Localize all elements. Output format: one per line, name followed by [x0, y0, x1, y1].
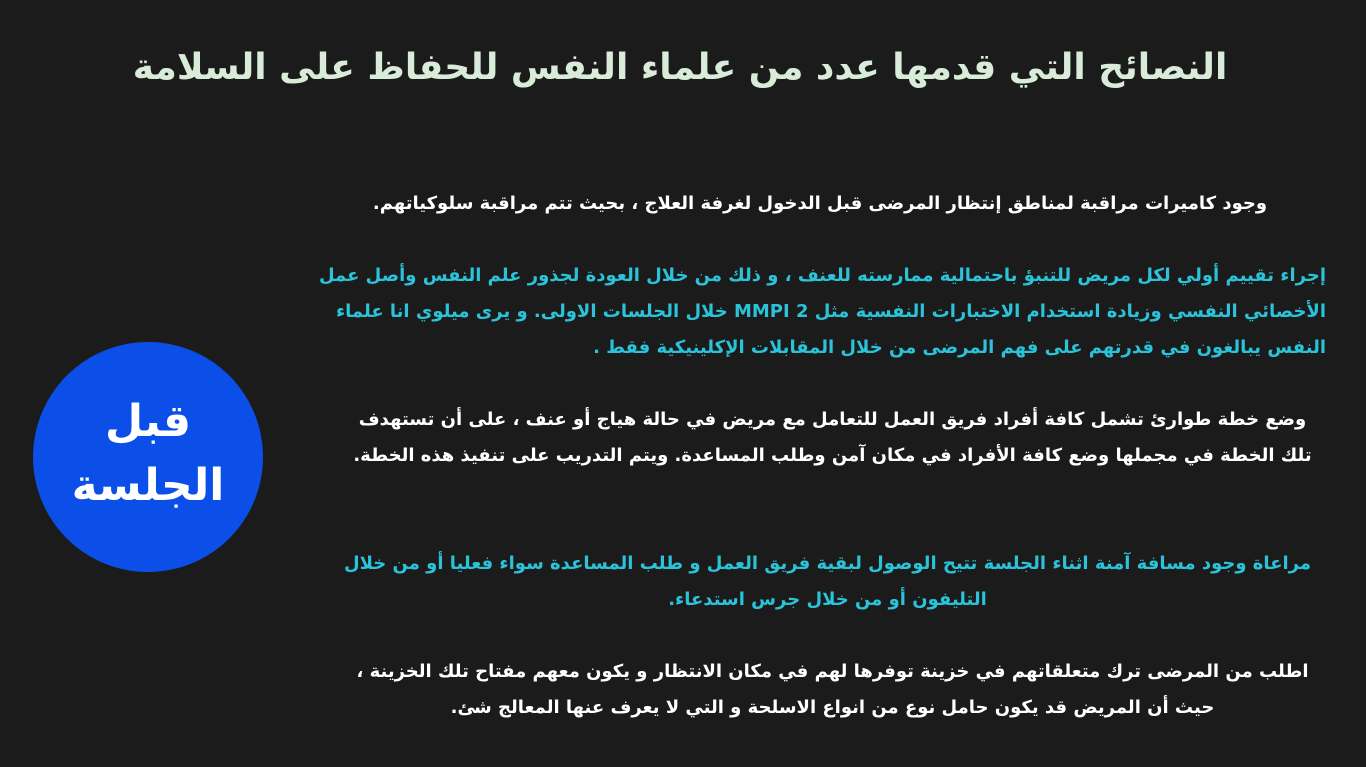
- tip-cameras: وجود كاميرات مراقبة لمناطق إنتظار المرضى قبل الدخول لغرفة العلاج ، بحيث تتم مراقبة سلوكياتهم.: [372, 193, 1268, 214]
- slide-title: النصائح التي قدمها عدد من علماء النفس للحفاظ على السلامة: [132, 47, 1228, 88]
- tip-safe-distance: مراعاة وجود مسافة آمنة اثناء الجلسة تتيح الوصول لبقية فريق العمل و طلب المساعدة سواء فعليا أو من خلال التليفون أو من خلال جرس استدعاء.: [344, 553, 1311, 610]
- session-stage-badge: [33, 342, 263, 572]
- session-stage-label: قبل الجلسة: [71, 396, 225, 511]
- tip-emergency-plan: وضع خطة طوارئ تشمل كافة أفراد فريق العمل للتعامل مع مريض في حالة هياج أو عنف ، على أن تستهدف تلك الخطة في مجملها وضع كافة الأفراد في مكان آمن وطلب المساعدة. ويتم التدريب على تنفيذ هذه الخطة.: [353, 409, 1312, 466]
- tip-initial-assessment: إجراء تقييم أولي لكل مريض للتنبؤ باحتمالية ممارسته للعنف ، و ذلك من خلال العودة لجذور علم النفس وأصل عمل الأخصائي النفسي وزيادة استخدام الاختبارات النفسية مثل MMPI 2 خلال الجلسات الاولى. و يرى ميلوي انا علماء النفس يبالغون في قدرتهم على فهم المرضى من خلال المقابلات الإكلينيكية فقط .: [318, 265, 1326, 358]
- tip-belongings-locker: اطلب من المرضى ترك متعلقاتهم في خزينة توفرها لهم في مكان الانتظار و يكون معهم مفتاح تلك الخزينة ، حيث أن المريض قد يكون حامل نوع من انواع الاسلحة و التي لا يعرف عنها المعالج شئ.: [356, 661, 1309, 718]
